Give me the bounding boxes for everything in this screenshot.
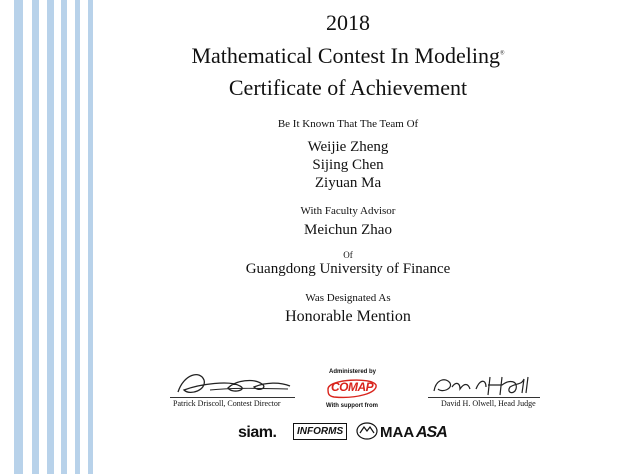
border-stripe-4 <box>61 0 67 474</box>
informs-logo-text: INFORMS <box>293 423 347 440</box>
border-stripe-3 <box>47 0 54 474</box>
advisor-name: Meichun Zhao <box>304 222 392 238</box>
head-judge-signature-line <box>428 397 540 398</box>
director-signature <box>170 368 295 400</box>
administered-by-label: Administered by <box>329 369 377 375</box>
asa-logo: ASA <box>416 424 447 441</box>
head-judge-signature <box>430 373 540 399</box>
certificate-title: Certificate of Achievement <box>228 75 468 100</box>
maa-emblem-icon <box>356 422 378 440</box>
director-caption: Patrick Driscoll, Contest Director <box>173 399 281 408</box>
comap-logo <box>326 377 378 399</box>
director-signature-line <box>170 397 295 398</box>
with-support-label: With support from <box>326 403 378 409</box>
institution-name: Guangdong University of Finance <box>245 261 451 277</box>
trademark-mark: ® <box>500 50 505 57</box>
intro-text: Be It Known That The Team Of <box>277 118 419 130</box>
certificate-year: 2018 <box>326 10 370 35</box>
award-designation: Honorable Mention <box>285 308 411 325</box>
border-stripe-2 <box>32 0 39 474</box>
team-member-3: Ziyuan Ma <box>314 175 382 191</box>
contest-title-text: Mathematical Contest In Modeling <box>191 43 500 68</box>
siam-logo: siam. <box>238 424 277 441</box>
border-stripe-5 <box>75 0 80 474</box>
contest-title <box>191 43 504 69</box>
maa-logo: MAA <box>380 424 415 441</box>
border-stripe-6 <box>88 0 93 474</box>
team-member-1: Weijie Zheng <box>307 139 389 155</box>
team-member-2: Sijing Chen <box>312 157 384 173</box>
informs-logo <box>293 423 347 440</box>
head-judge-caption: David H. Olwell, Head Judge <box>441 399 536 408</box>
of-label: Of <box>343 250 353 260</box>
comap-logo-text: COMAP <box>331 380 374 394</box>
border-stripe-1 <box>14 0 23 474</box>
designated-label: Was Designated As <box>305 292 391 304</box>
advisor-label: With Faculty Advisor <box>300 205 396 217</box>
